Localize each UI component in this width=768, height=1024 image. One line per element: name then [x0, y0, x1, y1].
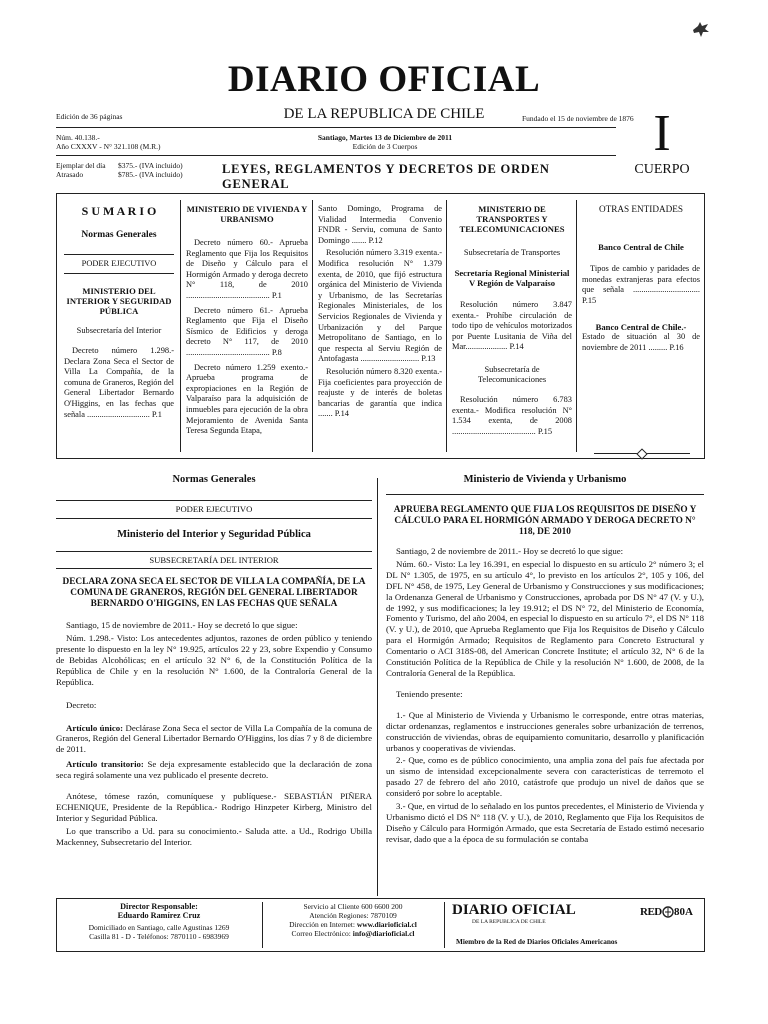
ministry-heading: Ministerio de Vivienda y Urbanismo: [386, 474, 704, 495]
newspaper-subtitle: DE LA REPUBLICA DE CHILE: [283, 106, 485, 122]
article-label: Artículo único:: [66, 722, 124, 733]
sumario-entry: Resolución número 3.847 exenta.- Prohíbe circulación de todo tipo de vehículos motorizados por Puente Lusitania de Viña del Mar.................... P.14: [452, 300, 572, 352]
footer-address: Domiciliado en Santiago, calle Agustinas 1269: [88, 923, 230, 932]
sumario-divider-3: [446, 200, 447, 452]
poder-ejecutivo: PODER EJECUTIVO: [175, 504, 253, 514]
email-link[interactable]: info@diarioficial.cl: [352, 929, 415, 938]
eagle-seal-icon: [690, 20, 712, 40]
footer-internet: [266, 920, 440, 929]
email-label: Correo Electrónico:: [291, 929, 351, 938]
website-link[interactable]: www.diarioficial.cl: [356, 920, 417, 929]
paragraph: Núm. 1.298.- Visto: Los antecedentes adjuntos, razones de orden público y teniendo presente lo dispuesto en la ley N° 19.925, artículos 22 y 23, sobre Expendio y Consumo de Bebidas Alcohólicas; en el artículo 32 N° 6, de la Constitución Política de la República de Chile y en la resolución N° 1.600, de la Contraloría General de la República.: [56, 633, 372, 687]
sumario-divider-1: [180, 200, 181, 452]
price-day: $375.- (IVA incluido): [118, 161, 183, 170]
edition-pages: Edición de 36 páginas: [56, 112, 123, 121]
right-column: [386, 470, 704, 847]
masthead-rule-2: [56, 155, 616, 156]
price-day-label: Ejemplar del día: [56, 161, 106, 170]
sumario-col-3: [318, 204, 442, 420]
article-label: Artículo transitorio:: [66, 759, 144, 770]
article-body: [386, 546, 704, 845]
footer-logo: [452, 902, 592, 926]
article-body: [56, 620, 372, 847]
paragraph: Decreto:: [66, 699, 97, 710]
sumario-entry: Resolución número 6.783 exenta.- Modifica resolución N° 1.534 exenta, de 2008 ........................................ P.15: [452, 394, 572, 436]
founded-date: Fundado el 15 de noviembre de 1876: [522, 114, 634, 123]
red-member: Miembro de la Red de Diarios Oficiales Americanos: [456, 937, 618, 946]
footer-director: [60, 902, 258, 941]
sumario-col-4: [452, 204, 572, 437]
ministry-heading: Ministerio del Interior y Seguridad Pública: [117, 528, 311, 540]
footer-divider-2: [444, 902, 445, 948]
footer-service: Servicio al Cliente 600 6600 200: [303, 902, 403, 911]
sumario-sub-transportes: Subsecretaría de Transportes: [463, 248, 561, 257]
sumario-poder: PODER EJECUTIVO: [81, 259, 157, 268]
footer-attention: Atención Regiones: 7870109: [309, 911, 397, 920]
paragraph: 1.- Que al Ministerio de Vivienda y Urbanismo le corresponde, entre otras materias, dictar ordenanzas, reglamentos e instrucciones generales sobre urbanización de terrenos, construcción de viviendas, obras de equipamiento comunitario, desarrollo y planificación urbanos y cooperativas de viviendas.: [386, 709, 704, 753]
sumario-otras-title: OTRAS ENTIDADES: [599, 204, 683, 214]
sumario-entry: Resolución número 8.320 exenta.- Fija coeficientes para proyección de reajuste y de interés de boletas bancarias de garantía que indica ....... P.14: [318, 366, 442, 419]
red-logo-text: RED: [640, 906, 662, 918]
sumario-col-2: [186, 204, 308, 437]
masthead-rule: [56, 127, 616, 128]
director-name: Eduardo Ramírez Cruz: [117, 911, 201, 920]
sumario-bank-1: Banco Central de Chile: [598, 242, 684, 252]
sumario-entry: Resolución número 3.319 exenta.- Modifica resolución N° 1.379 exenta, de 2010, que fijó estructura orgánica del Ministerio de Vivienda y Urbanismo, de las Secretarías Regionales Ministeriales, de los Servicios Regionales de Vivienda y Urbanización y del Parque Metropolitano de Santiago, en lo que respecta al Serviu Región de Antofagasta ............................ P.13: [318, 248, 442, 364]
red-logo-icon: [640, 904, 698, 926]
paragraph: Anótese, tómese razón, comuníquese y publíquese.- SEBASTIÁN PIÑERA ECHENIQUE, Presidente de la República.- Rodrigo Hinzpeter Kirberg, Ministro del Interior y Seguridad Pública.: [56, 791, 372, 823]
paragraph: [56, 759, 372, 781]
subsecretaria-box: [56, 551, 372, 570]
paragraph: Santiago, 15 de noviembre de 2011.- Hoy se decretó lo que sigue:: [66, 620, 298, 631]
sumario-sub-telecom: Subsecretaría de Telecomunicaciones: [477, 364, 547, 384]
issue-date: Santiago, Martes 13 de Diciembre de 2011: [317, 133, 453, 142]
sumario-title: S U M A R I O: [81, 204, 157, 218]
sumario-entry: Santo Domingo, Programa de Vialidad Intermedia Convenio FNDR - Serviu, comuna de Santo Domingo ....... P.12: [318, 204, 442, 245]
sumario-entry: Decreto número 61.- Aprueba Reglamento que Fija el Diseño Sísmico de Edificios y deroga decreto N° 117, de 2010 ........................................ P.8: [186, 305, 308, 357]
price-late: $785.- (IVA incluido): [118, 170, 183, 179]
issue-year: Año CXXXV - N° 321.108 (M.R.): [56, 142, 161, 151]
normas-generales-heading: Normas Generales: [172, 474, 256, 485]
sumario-entry: Decreto número 1.298.- Declara Zona Seca el Sector de Villa La Compañía, de la comuna de Graneros, Región del General Libertador Bernardo O'Higgins, en las fechas que señala .............................. P.1: [64, 346, 175, 419]
sumario-sub-interior: Subsecretaría del Interior: [76, 326, 162, 335]
article-text: Declárase Zona Seca el sector de Villa La Compañía de la comuna de Graneros, Región del General Libertador Bernardo O'Higgins, los días 7 y 8 de diciembre de 2011.: [56, 722, 372, 755]
sumario-entry: Decreto número 1.259 exento.- Aprueba programa de expropiaciones en la Región de Valparaíso para la adquisición de inmuebles para ejecución de la obra Mejoramiento de Avenida Santa Teresa Segunda Etapa,: [186, 362, 308, 436]
sumario-divider-4: [576, 200, 577, 452]
paragraph: Teniendo presente:: [396, 688, 463, 699]
paragraph: [56, 723, 372, 756]
sumario-bank-2: Banco Central de Chile.-: [595, 322, 687, 333]
price-late-label: Atrasado: [56, 170, 84, 179]
footer-divider-1: [262, 902, 263, 948]
issue-number: Núm. 40.138.-: [56, 133, 100, 142]
body-label: CUERPO: [634, 162, 690, 177]
sumario-entry: Tipos de cambio y paridades de monedas extranjeras para efectos que señala ................................ P.15: [582, 264, 700, 305]
sumario-ministry-transportes: MINISTERIO DE TRANSPORTES Y TELECOMUNICACIONES: [459, 204, 565, 234]
footer-logo-title: DIARIO OFICIAL: [452, 902, 576, 918]
footer-email: [266, 929, 440, 938]
director-label: Director Responsable:: [120, 902, 198, 911]
sumario-entry: Estado de situación al 30 de noviembre de 2011 ......... P.16: [582, 332, 700, 352]
sumario-ministry-vivienda: MINISTERIO DE VIVIENDA Y URBANISMO: [186, 204, 308, 224]
paragraph: Santiago, 2 de noviembre de 2011.- Hoy se decretó lo que sigue:: [396, 546, 624, 556]
paragraph: Núm. 60.- Visto: La ley 16.391, en especial lo dispuesto en su artículo 2° número 3; el DL N° 1.305, de 1975, en su artículo 4°, lo previsto en los artículos 2°, 105 y 106, del DFL N° 458, de 1975, Ley General de Urbanismo y Construcciones y sus modificaciones; la Ordenanza General de Urbanismo y Construcciones, aprobada por DS N° 47 (V. y U.), de 1992, y sus modificaciones; la ley 19.912; el DS N° 72, del Ministerio de Economía, Fomento y Turismo, del año 2004, en especial lo dispuesto en su artículo 7°, el DS N° 118 (V. y U.), de 2010, que Aprueba Reglamento que Fija los Requisitos de Diseño y Cálculo para el Hormigón Armado; Requisitos de Reglamento para Concreto Estructural y Comentario o ACI 318S-08, del American Concrete Institute; el artículo 32, N° 6 de la Constitución Política de la República de Chile y la resolución N° 1.600, de 2008, de la Contraloría General de la República.: [386, 558, 704, 678]
sumario-entry: Decreto número 60.- Aprueba Reglamento que Fija los Requisitos de Diseño y Cálculo para el Hormigón Armado y deroga decreto N° 118, de 2010 ........................................ P.1: [186, 238, 308, 300]
footer-logo-subtitle: DE LA REPUBLICA DE CHILE: [472, 919, 546, 925]
footer-contact: [266, 902, 440, 938]
sumario-col-5: [582, 204, 700, 354]
internet-label: Dirección en Internet:: [289, 920, 355, 929]
newspaper-title: DIARIO OFICIAL: [227, 59, 541, 100]
paragraph: 2.- Que, como es de público conocimiento, una amplia zona del país fue afectada por un sismo de intensidad excepcionalmente severa con características de terremoto el pasado 27 de febrero del año 2010, catástrofe que produjo un nivel de daños que se consideró por sobre lo aceptable.: [386, 755, 704, 799]
body-number: I: [653, 105, 671, 162]
left-column: [56, 470, 372, 850]
poder-ejecutivo-box: [56, 500, 372, 519]
article-headline: APRUEBA REGLAMENTO QUE FIJA LOS REQUISITOS DE DISEÑO Y CÁLCULO PARA EL HORMIGÓN ARMADO Y DEROGA DECRETO N° 118, DE 2010: [393, 505, 697, 537]
sumario-col-1: [64, 204, 174, 420]
article-headline: DECLARA ZONA SECA EL SECTOR DE VILLA LA COMPAÑÍA, DE LA COMUNA DE GRANEROS, REGIÓN DEL GENERAL LIBERTADOR BERNARDO O'HIGGINS, EN LAS FECHAS QUE SEÑALA: [62, 577, 366, 610]
section-title: LEYES, REGLAMENTOS Y DECRETOS DE ORDEN GENERAL: [222, 162, 550, 191]
article-text: Se deja expresamente establecido que la declaración de zona seca regirá solamente una vez publicado el presente decreto.: [56, 759, 372, 781]
sumario-normas: Normas Generales: [81, 230, 157, 240]
red-logo-year: 80A: [674, 906, 693, 918]
paragraph: 3.- Que, en virtud de lo señalado en los puntos precedentes, el Ministerio de Vivienda y Urbanismo dictó el DS N° 118 (V. y U.), de 2010, Reglamento que Fija los Requisitos de Diseño y Cálculo para Hormigón Armado, que esta Secretaría de Estado estimó necesario revisar, dado que a la época de su formulación se contaba: [386, 801, 704, 844]
sumario-secretaria: Secretaría Regional Ministerial V Región de Valparaíso: [454, 268, 570, 288]
subsecretaria: SUBSECRETARÍA DEL INTERIOR: [149, 554, 279, 565]
column-divider: [377, 478, 378, 896]
sumario-ministry-interior: MINISTERIO DEL INTERIOR Y SEGURIDAD PÚBLICA: [66, 286, 172, 316]
sumario-poder-box: [64, 254, 174, 274]
issue-edition: Edición de 3 Cuerpos: [352, 142, 418, 151]
sumario-divider-2: [312, 200, 313, 452]
footer-phones: Casilla 81 - D - Teléfonos: 7870110 - 6983969: [89, 932, 229, 941]
paragraph: Lo que transcribo a Ud. para su conocimiento.- Saluda atte. a Ud., Rodrigo Ubilla Mackenney, Subsecretario del Interior.: [56, 825, 372, 847]
